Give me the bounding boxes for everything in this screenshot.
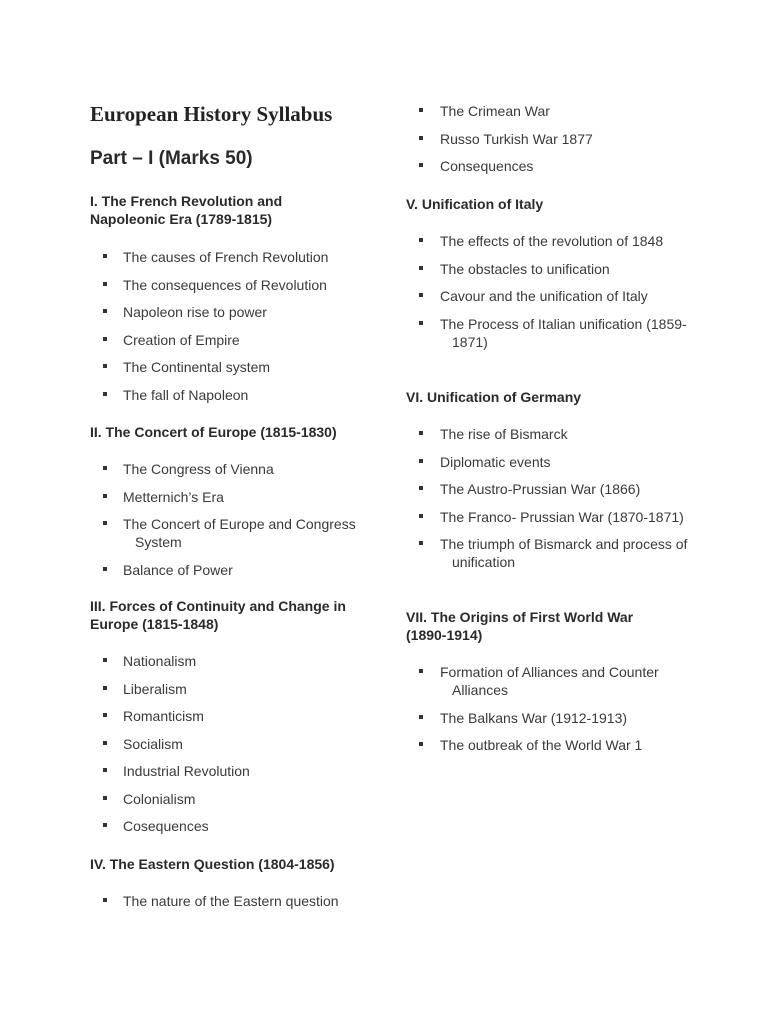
list-item-text: The Franco- Prussian War (1870-1871) [440,508,684,525]
list-item [90,762,365,780]
part-title: Part – I (Marks 50) [90,148,253,169]
list-item [406,508,692,526]
list-item [406,157,692,175]
list-item [90,707,365,725]
list-item [406,130,692,148]
list-item-text: Colonialism [123,790,196,807]
list-item [90,515,365,551]
square-bullet-icon [103,768,107,772]
list-item [406,535,692,571]
square-bullet-icon [103,796,107,800]
list-item-text: Metternich’s Era [123,488,224,505]
section-french-revolution [90,192,390,413]
section-forces-of-continuity [90,597,390,845]
square-bullet-icon [419,238,423,242]
list-item [90,276,365,294]
section-heading: VII. The Origins of First World War (1890-1914) [406,609,634,643]
list-item [90,680,365,698]
list-item [406,480,692,498]
section-origins-first-world-war [406,608,706,764]
section-heading: V. Unification of Italy [406,196,544,212]
list-item [406,260,692,278]
list-item-text: The Congress of Vienna [123,461,274,477]
square-bullet-icon [419,321,423,325]
list-item [406,102,692,120]
list-item [90,303,365,321]
document-title: European History Syllabus [90,102,333,126]
list-item-text: The rise of Bismarck [440,426,568,442]
list-item-text: Consequences [440,158,534,174]
list-item-text: Liberalism [123,680,187,697]
square-bullet-icon [419,715,423,719]
square-bullet-icon [419,742,423,746]
square-bullet-icon [103,392,107,396]
item-list [406,663,706,754]
square-bullet-icon [419,108,423,112]
list-item-text: The Crimean War [440,103,550,119]
list-item-text: The triumph of Bismarck and process of unification [440,536,688,570]
square-bullet-icon [419,266,423,270]
list-item-text: The causes of French Revolution [123,249,329,265]
section-eastern-question-continued [406,102,706,185]
list-item [90,460,365,478]
square-bullet-icon [103,713,107,717]
section-eastern-question [90,855,390,920]
list-item [90,331,365,349]
list-item-text: Balance of Power [123,561,233,578]
list-item-text: Formation of Alliances and Counter Alliances [440,664,659,698]
square-bullet-icon [103,364,107,368]
section-heading: II. The Concert of Europe (1815-1830) [90,424,337,440]
list-item-text: The consequences of Revolution [123,276,327,293]
square-bullet-icon [103,823,107,827]
square-bullet-icon [419,136,423,140]
section-heading: VI. Unification of Germany [406,389,582,405]
square-bullet-icon [419,431,423,435]
square-bullet-icon [419,486,423,490]
square-bullet-icon [103,494,107,498]
list-item [406,736,692,754]
list-item [90,488,365,506]
list-item [406,663,692,699]
list-item [406,315,692,351]
list-item [90,735,365,753]
list-item-text: Cosequences [123,818,209,834]
square-bullet-icon [103,254,107,258]
list-item [90,817,365,835]
item-list [90,460,390,579]
list-item [406,287,692,305]
list-item-text: Napoleon rise to power [123,304,267,320]
square-bullet-icon [103,567,107,571]
section-heading: I. The French Revolution and Napoleonic Era (1789-1815) [90,193,283,227]
square-bullet-icon [103,309,107,313]
list-item [90,892,365,910]
list-item [406,232,692,250]
square-bullet-icon [103,741,107,745]
square-bullet-icon [419,514,423,518]
list-item-text: The fall of Napoleon [123,386,249,403]
square-bullet-icon [419,163,423,167]
section-heading: IV. The Eastern Question (1804-1856) [90,856,335,872]
item-list [406,102,706,175]
section-heading: III. Forces of Continuity and Change in Europe (1815-1848) [90,598,346,632]
list-item-text: Nationalism [123,653,197,669]
item-list [406,425,706,571]
list-item [90,652,365,670]
item-list [406,232,706,351]
list-item [90,790,365,808]
square-bullet-icon [419,459,423,463]
item-list [90,248,390,404]
square-bullet-icon [419,293,423,297]
list-item-text: Socialism [123,735,183,752]
list-item-text: The effects of the revolution of 1848 [440,233,664,249]
list-item [90,561,365,579]
section-unification-of-italy [406,195,706,360]
list-item-text: The outbreak of the World War 1 [440,737,643,753]
list-item-text: The nature of the Eastern question [123,893,339,909]
list-item-text: The Austro-Prussian War (1866) [440,481,641,497]
list-item [90,248,365,266]
list-item-text: Creation of Empire [123,331,240,348]
list-item [406,709,692,727]
list-item [90,358,365,376]
item-list [90,652,390,835]
square-bullet-icon [419,669,423,673]
list-item-text: Cavour and the unification of Italy [440,288,648,304]
list-item-text: The obstacles to unification [440,260,610,277]
list-item-text: The Concert of Europe and Congress System [123,516,356,550]
square-bullet-icon [103,658,107,662]
list-item [406,453,692,471]
square-bullet-icon [103,337,107,341]
square-bullet-icon [103,898,107,902]
square-bullet-icon [419,541,423,545]
square-bullet-icon [103,282,107,286]
item-list [90,892,390,910]
list-item [90,386,365,404]
list-item-text: Romanticism [123,708,204,724]
list-item-text: The Process of Italian unification (1859-1871) [440,315,687,350]
square-bullet-icon [103,686,107,690]
list-item-text: Russo Turkish War 1877 [440,130,593,147]
list-item-text: The Continental system [123,359,271,375]
square-bullet-icon [103,466,107,470]
section-unification-of-germany [406,388,706,581]
list-item-text: Diplomatic events [440,453,551,470]
list-item-text: The Balkans War (1912-1913) [440,709,628,726]
section-concert-of-europe [90,423,390,588]
list-item-text: Industrial Revolution [123,763,250,779]
list-item [406,425,692,443]
square-bullet-icon [103,521,107,525]
